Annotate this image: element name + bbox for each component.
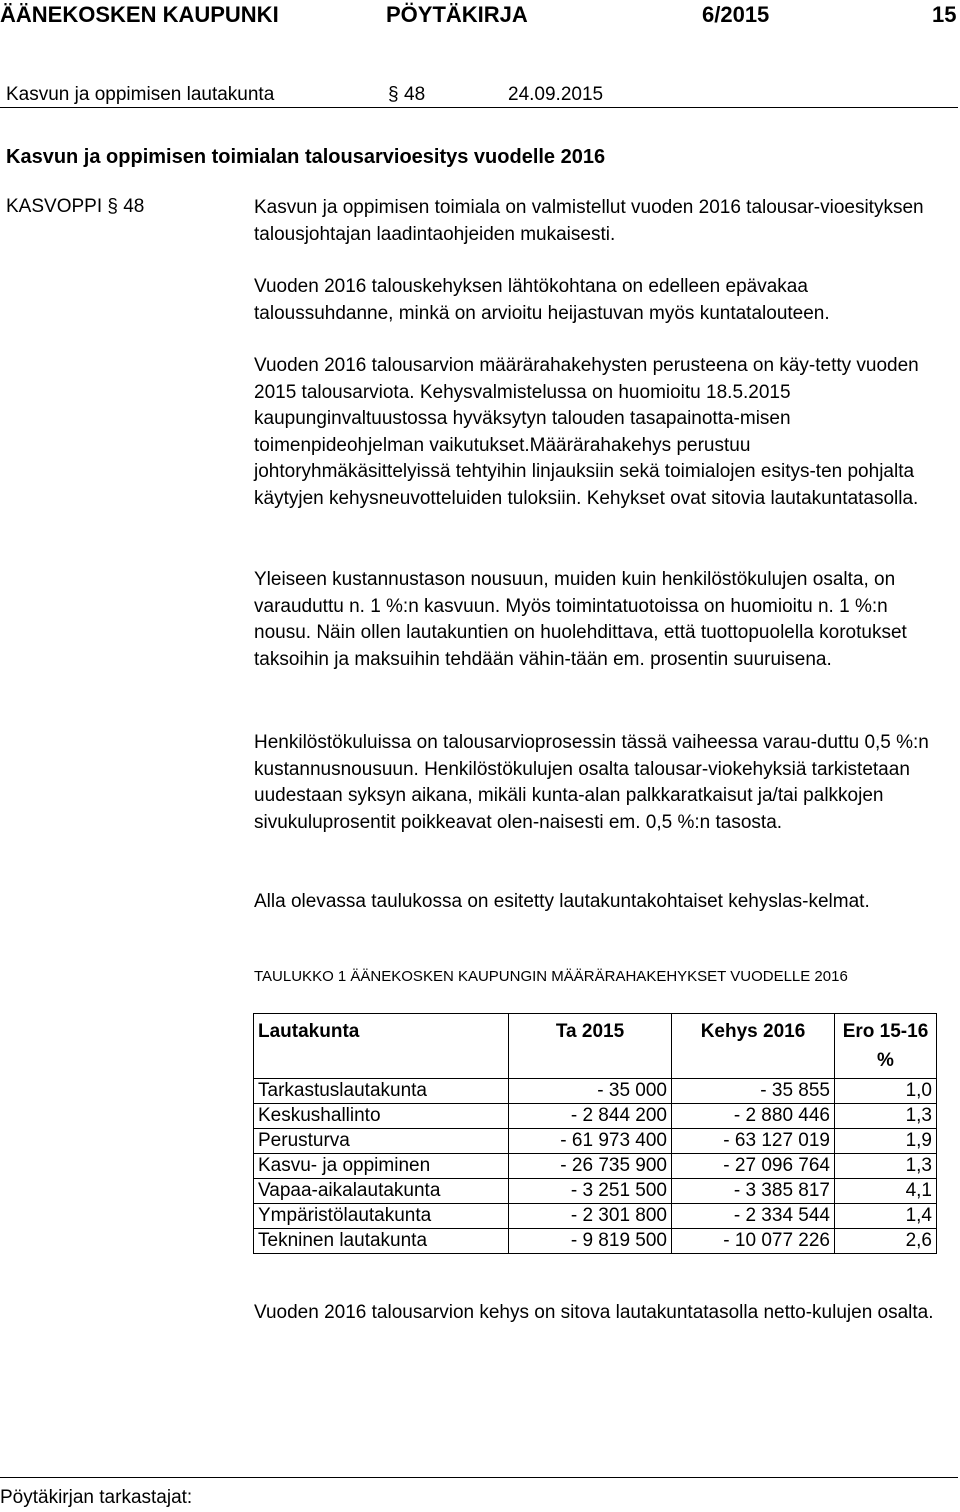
table-cell: Vapaa-aikalautakunta [254,1179,509,1204]
table-cell: - 63 127 019 [672,1129,835,1154]
table-row [254,1179,937,1204]
table-cell: 4,1 [835,1179,937,1204]
table-cell: Perusturva [254,1129,509,1154]
document-type: PÖYTÄKIRJA [386,2,528,27]
table-cell: - 3 251 500 [509,1179,672,1204]
column-header: Lautakunta [254,1014,509,1079]
meeting-date: 24.09.2015 [508,84,604,105]
table-cell: - 27 096 764 [672,1154,835,1179]
table-caption: TAULUKKO 1 ÄÄNEKOSKEN KAUPUNGIN MÄÄRÄRAHAKEHYKSET VUODELLE 2016 [254,968,848,985]
page-title: Kasvun ja oppimisen toimialan talousarvioesitys vuodelle 2016 [6,146,606,168]
paragraph-4: Yleiseen kustannustason nousuun, muiden kuin henkilöstökulujen osalta, on varauduttu n. 1 %:n kasvuun. Myös toimintatuotoissa on huomioitu n. 1 %:n nousu. Näin ollen lautakuntien on huolehdittava, että tuottopuolella korotukset taksoihin ja maksuihin tehdään vähin-tään em. prosentin suuruisena. [254,569,907,670]
table-row [254,1204,937,1229]
table-cell: - 61 973 400 [509,1129,672,1154]
paragraph-6: Alla olevassa taulukossa on esitetty lautakuntakohtaiset kehyslas-kelmat. [254,891,870,912]
table-cell: Tarkastuslautakunta [254,1079,509,1104]
paragraph-1: Kasvun ja oppimisen toimiala on valmistellut vuoden 2016 talousar-vioesityksen talousjohtajan laadintaohjeiden mukaisesti. [254,197,924,245]
budget-table [253,1013,937,1254]
table-cell: - 9 819 500 [509,1229,672,1254]
column-header: Ta 2015 [509,1014,672,1079]
paragraph-5: Henkilöstökuluissa on talousarvioprosessin tässä vaiheessa varau-duttu 0,5 %:n kustannusnousuun. Henkilöstökulujen osalta talousar-viokehyksiä tarkistetaan uudestaan syksyn aikana, mikäli kunta-alan palkkaratkaisut ja/tai palkkojen sivukuluprosentit poikkeavat olen-naisesti em. 0,5 %:n tasosta. [254,732,929,833]
table-cell: - 2 880 446 [672,1104,835,1129]
table-cell: Ympäristölautakunta [254,1204,509,1229]
table-cell: - 2 334 544 [672,1204,835,1229]
document-number: 6/2015 [702,2,770,27]
table-cell: - 2 844 200 [509,1104,672,1129]
page-number: 15 [932,2,957,27]
footer-divider [0,1477,958,1478]
table-cell: Tekninen lautakunta [254,1229,509,1254]
column-header: Ero 15-16 % [835,1014,937,1079]
table-cell: - 26 735 900 [509,1154,672,1179]
table-cell: 1,0 [835,1079,937,1104]
table-cell: - 2 301 800 [509,1204,672,1229]
table-row [254,1079,937,1104]
table-cell: Keskushallinto [254,1104,509,1129]
table-cell: 2,6 [835,1229,937,1254]
column-header: Kehys 2016 [672,1014,835,1079]
table-cell: 1,4 [835,1204,937,1229]
table-cell: 1,3 [835,1154,937,1179]
case-id: KASVOPPI § 48 [6,196,145,217]
table-cell: 1,3 [835,1104,937,1129]
closing-paragraph: Vuoden 2016 talousarvion kehys on sitova lautakuntatasolla netto-kulujen osalta. [254,1302,934,1323]
table-cell: - 35 000 [509,1079,672,1104]
section-number: 48 [404,84,426,105]
signers-label: Pöytäkirjan tarkastajat: [0,1487,193,1508]
table-cell: - 10 077 226 [672,1229,835,1254]
paragraph-3: Vuoden 2016 talousarvion määrärahakehysten perusteena on käy-tetty vuoden 2015 talousarviota. Kehysvalmistelussa on huomioitu 18.5.2015 kaupunginvaltuustossa hyväksytyn talouden tasapainotta-misen toimenpideohjelman vaikutukset.Määrärahakehys perustuu johtoryhmäkäsittelyissä tehtyihin linjauksiin sekä toimialojen esitys-ten pohjalta käytyjen kehysneuvotteluiden tuloksiin. Kehykset ovat sitovia lautakuntatasolla. [254,355,919,509]
table-header-row [254,1014,937,1079]
organization-name: ÄÄNEKOSKEN KAUPUNKI [0,2,279,27]
section-mark: § [388,84,399,105]
table-row [254,1229,937,1254]
table-row [254,1129,937,1154]
table-cell: - 35 855 [672,1079,835,1104]
header-divider [0,107,958,108]
table-cell: Kasvu- ja oppiminen [254,1154,509,1179]
table-cell: - 3 385 817 [672,1179,835,1204]
paragraph-2: Vuoden 2016 talouskehyksen lähtökohtana on edelleen epävakaa taloussuhdanne, minkä on arvioitu heijastuvan myös kuntatalouteen. [254,276,830,324]
table-cell: 1,9 [835,1129,937,1154]
meeting-body: Kasvun ja oppimisen lautakunta [6,84,275,105]
table-row [254,1104,937,1129]
table-row [254,1154,937,1179]
